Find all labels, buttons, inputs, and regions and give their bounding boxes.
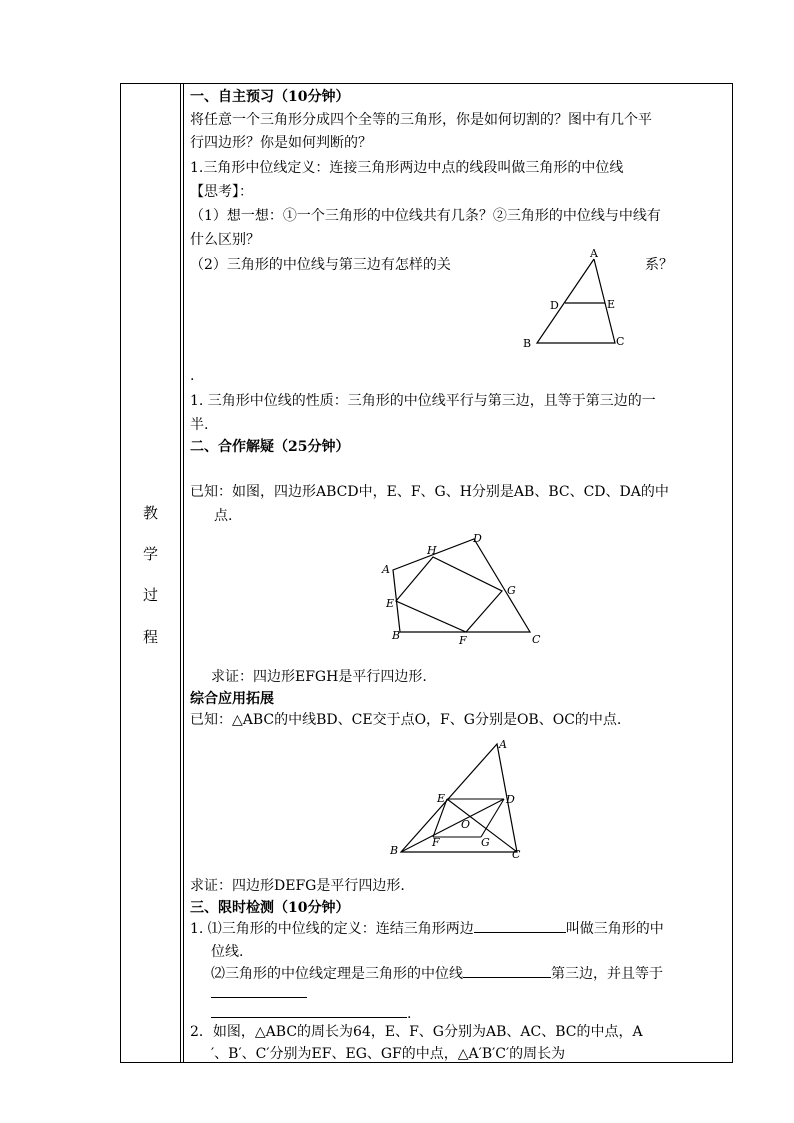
side-char: 教 bbox=[142, 504, 158, 522]
side-char: 过 bbox=[142, 586, 158, 604]
property-text: 1. 三角形中位线的性质：三角形的中位线平行与第三边，且等于第三边的一 bbox=[190, 393, 656, 409]
column-divider bbox=[180, 84, 181, 1062]
exercise-text bbox=[190, 918, 664, 938]
exercise-text: 位线. bbox=[211, 944, 244, 960]
given-text: 已知：△ABC的中线BD、CE交于点O，F、G分别是OB、OC的中点. bbox=[190, 712, 622, 728]
point-label: E bbox=[437, 792, 446, 805]
exercise-text: 第三边，并且等于 bbox=[551, 966, 663, 982]
point-label: G bbox=[507, 584, 516, 597]
definition-text: 1.三角形中位线定义：连接三角形两边中点的线段叫做三角形的中位线 bbox=[190, 160, 624, 176]
quadrilateral-figure bbox=[378, 530, 548, 650]
property-text: 半. bbox=[190, 417, 209, 433]
point-label: D bbox=[506, 793, 515, 806]
exercise-text: 1. ⑴三角形的中位线的定义：连结三角形两边 bbox=[190, 921, 474, 937]
exercise-text: 2．如图，△ABC的周长为64，E、F、G分别为AB、AC、BC的中点，A bbox=[190, 1024, 643, 1040]
point-label: B bbox=[390, 844, 399, 857]
answer-blank[interactable] bbox=[474, 918, 566, 933]
question-text: 行四边形？你是如何判断的？ bbox=[190, 135, 372, 151]
triangle-midline-figure bbox=[515, 245, 635, 350]
point-label: H bbox=[427, 544, 437, 557]
side-char: 学 bbox=[142, 545, 158, 563]
point-label: E bbox=[607, 298, 616, 311]
section-heading: 综合应用拓展 bbox=[190, 691, 274, 707]
exercise-text: ⑵三角形的中位线定理是三角形的中位线 bbox=[211, 966, 463, 982]
exercise-text bbox=[211, 963, 663, 983]
section-heading: 二、合作解疑（25分钟） bbox=[190, 439, 350, 455]
point-label: D bbox=[473, 532, 482, 545]
think-question: （1）想一想：①一个三角形的中位线共有几条？②三角形的中位线与中线有 bbox=[190, 208, 661, 224]
section-heading: 三、限时检测（10分钟） bbox=[190, 900, 350, 916]
exercise-text: 叫做三角形的中 bbox=[565, 921, 664, 937]
answer-blank-line bbox=[211, 983, 307, 1002]
section-heading: 一、自主预习（10分钟） bbox=[190, 89, 350, 105]
side-label bbox=[121, 84, 180, 1062]
column-divider bbox=[183, 84, 184, 1062]
point-label: F bbox=[432, 836, 440, 849]
prove-text: 求证：四边形DEFG是平行四边形. bbox=[190, 878, 405, 894]
point-label: O bbox=[461, 818, 471, 831]
point-label: B bbox=[523, 337, 532, 350]
given-text: 已知：如图，四边形ABCD中，E、F、G、H分别是AB、BC、CD、DA的中 bbox=[190, 484, 669, 500]
point-label: G bbox=[481, 836, 490, 849]
point-label: A bbox=[590, 247, 598, 260]
answer-blank-line bbox=[211, 1003, 411, 1022]
exercise-text: ′、B′、C′分别为EF、EG、GF的中点，△A′B′C′的周长为 bbox=[211, 1046, 566, 1062]
answer-blank[interactable] bbox=[211, 1003, 407, 1018]
answer-blank[interactable] bbox=[463, 963, 551, 978]
point-label: C bbox=[532, 633, 541, 646]
given-text: 点. bbox=[214, 508, 233, 524]
dot-text: . bbox=[190, 368, 195, 384]
point-label: F bbox=[459, 634, 467, 647]
side-char: 程 bbox=[142, 628, 158, 646]
think-question: （2）三角形的中位线与第三边有怎样的关 bbox=[190, 257, 451, 273]
point-label: E bbox=[386, 597, 395, 610]
exercise-text: . bbox=[407, 1006, 412, 1022]
answer-blank[interactable] bbox=[211, 983, 307, 998]
think-question: 系？ bbox=[645, 257, 673, 273]
point-label: C bbox=[512, 848, 521, 861]
point-label: D bbox=[550, 299, 559, 312]
prove-text: 求证：四边形EFGH是平行四边形. bbox=[211, 669, 427, 685]
point-label: C bbox=[616, 335, 625, 348]
point-label: B bbox=[392, 629, 401, 642]
question-text: 将任意一个三角形分成四个全等的三角形，你是如何切割的？图中有几个平 bbox=[190, 112, 652, 128]
point-label: A bbox=[499, 738, 507, 751]
think-label: 【思考】： bbox=[190, 184, 253, 200]
triangle-medians-figure bbox=[384, 736, 529, 861]
point-label: A bbox=[382, 563, 390, 576]
think-question: 什么区别？ bbox=[190, 232, 260, 248]
